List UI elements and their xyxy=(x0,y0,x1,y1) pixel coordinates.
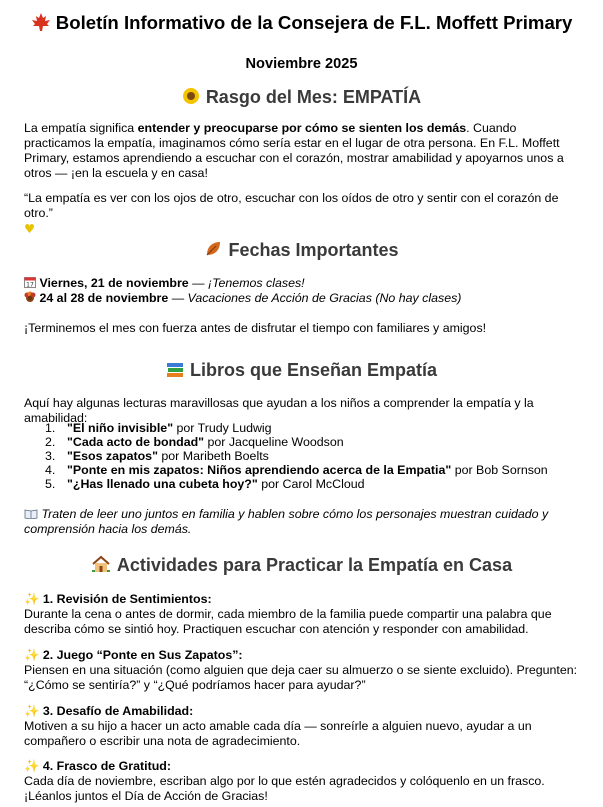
house-icon xyxy=(91,555,111,576)
activity-title: 2. Juego “Ponte en Sus Zapatos”: xyxy=(42,648,243,662)
list-item-number: 5. xyxy=(45,477,56,491)
book-title: "Cada acto de bondad" xyxy=(67,435,205,449)
activity-item xyxy=(24,647,584,693)
svg-text:17: 17 xyxy=(26,281,34,288)
date-item-sep: — xyxy=(168,291,188,305)
sunflower-icon xyxy=(182,87,200,108)
date-item-sep: — xyxy=(188,276,208,290)
dates-closing: ¡Terminemos el mes con fuerza antes de disfrutar el tiempo con familiares y amigos! xyxy=(24,321,487,335)
dates-heading xyxy=(0,238,603,263)
book-author: por Bob Sornson xyxy=(451,463,548,477)
date-item-desc: ¡Tenemos clases! xyxy=(207,276,305,290)
sparkles-icon: ✨ xyxy=(24,758,40,773)
date-item xyxy=(24,291,584,306)
calendar-icon xyxy=(24,276,36,290)
title-text: Boletín Informativo de la Consejera de F.L. Moffett Primary xyxy=(55,12,573,33)
books-icon xyxy=(166,360,184,381)
date-item-desc: Vacaciones de Acción de Gracias (No hay clases) xyxy=(187,291,462,305)
book-title: "¿Has llenado una cubeta hoy?" xyxy=(67,477,258,491)
fallen-leaf-icon xyxy=(204,240,222,261)
activity-title: 3. Desafío de Amabilidad: xyxy=(42,704,194,718)
trait-intro-bold: entender y preocuparse por cómo se sienten los demás xyxy=(137,121,467,135)
books-note-text: Traten de leer uno juntos en familia y hablen sobre cómo los personajes muestran cuidado y comprensión hacia los demás. xyxy=(24,507,549,536)
books-note xyxy=(24,507,584,537)
list-item-number: 4. xyxy=(45,463,56,477)
books-list xyxy=(24,421,584,491)
activity-body: Cada día de noviembre, escriban algo por lo que estén agradecidos y colóquenlo en un frasco. ¡Léanlos juntos el Día de Acción de Gracias! xyxy=(24,774,545,803)
activity-title: 4. Frasco de Gratitud: xyxy=(42,759,171,773)
trait-intro-rest: . Cuando practicamos la empatía, imaginamos cómo sería estar en el lugar de otra persona. En F.L. Moffett Primary, estamos aprendiendo a escuchar con el corazón, mostrar amabilidad y apoyarnos unos a otros — ¡en la escuela y en casa! xyxy=(24,121,564,180)
date-item-date: 24 al 28 de noviembre xyxy=(39,291,169,305)
sparkles-icon: ✨ xyxy=(24,591,40,606)
book-author: por Trudy Ludwig xyxy=(173,421,272,435)
list-item-number: 2. xyxy=(45,435,56,449)
quote-text: “La empatía es ver con los ojos de otro, escuchar con los oídos de otro y sentir con el corazón de otro.” xyxy=(24,191,559,220)
newsletter-title xyxy=(0,11,603,35)
open-book-icon xyxy=(24,507,38,521)
activities-heading-text: Actividades para Practicar la Empatía en Casa xyxy=(116,555,513,575)
trait-intro-start: La empatía significa xyxy=(24,121,138,135)
list-item xyxy=(24,435,584,449)
list-item xyxy=(24,463,584,477)
date-item xyxy=(24,276,584,291)
turkey-icon xyxy=(24,291,36,305)
yellow-heart-icon: ♥ xyxy=(24,221,36,236)
books-heading-text: Libros que Enseñan Empatía xyxy=(189,360,438,380)
book-author: por Carol McCloud xyxy=(257,477,365,491)
book-title: "El niño invisible" xyxy=(67,421,174,435)
activity-item xyxy=(24,591,584,637)
books-intro: Aquí hay algunas lecturas maravillosas que ayudan a los niños a comprender la empatía y la amabilidad: xyxy=(24,396,534,425)
activity-body: Durante la cena o antes de dormir, cada miembro de la familia puede compartir una palabra que describa cómo se sintió hoy. Practiquen escuchar con atención y responder con amabilidad. xyxy=(24,607,552,636)
book-title: "Ponte en mis zapatos: Niños aprendiendo acerca de la Empatia" xyxy=(67,463,452,477)
book-title: "Esos zapatos" xyxy=(67,449,158,463)
maple-leaf-icon xyxy=(31,12,51,33)
sparkles-icon: ✨ xyxy=(24,703,40,718)
newsletter-date: Noviembre 2025 xyxy=(245,56,358,72)
trait-heading-text: Rasgo del Mes: EMPATÍA xyxy=(205,87,422,107)
activity-title: 1. Revisión de Sentimientos: xyxy=(42,592,212,606)
activity-item xyxy=(24,703,584,749)
trait-heading xyxy=(0,85,603,110)
dates-heading-text: Fechas Importantes xyxy=(228,240,399,260)
activity-body: Motiven a su hijo a hacer un acto amable cada día — sonreírle a alguien nuevo, ayudar a un compañero o escribir una nota de agradecimiento. xyxy=(24,719,532,748)
sparkles-icon: ✨ xyxy=(24,647,40,662)
trait-quote xyxy=(24,191,584,237)
book-author: por Jacqueline Woodson xyxy=(204,435,344,449)
list-item xyxy=(24,421,584,435)
activity-body: Piensen en una situación (como alguien que deja caer su almuerzo o se siente excluido). Pregunten: “¿Cómo se sentiría?” y “¿Qué podríamos hacer para ayudar?” xyxy=(24,663,578,692)
trait-intro xyxy=(24,121,584,181)
list-item-number: 1. xyxy=(45,421,56,435)
date-item-date: Viernes, 21 de noviembre xyxy=(39,276,189,290)
list-item-number: 3. xyxy=(45,449,56,463)
activities-heading xyxy=(0,553,603,578)
list-item xyxy=(24,477,584,491)
activity-item xyxy=(24,758,584,804)
book-author: por Maribeth Boelts xyxy=(157,449,269,463)
list-item xyxy=(24,449,584,463)
books-heading xyxy=(0,358,603,383)
